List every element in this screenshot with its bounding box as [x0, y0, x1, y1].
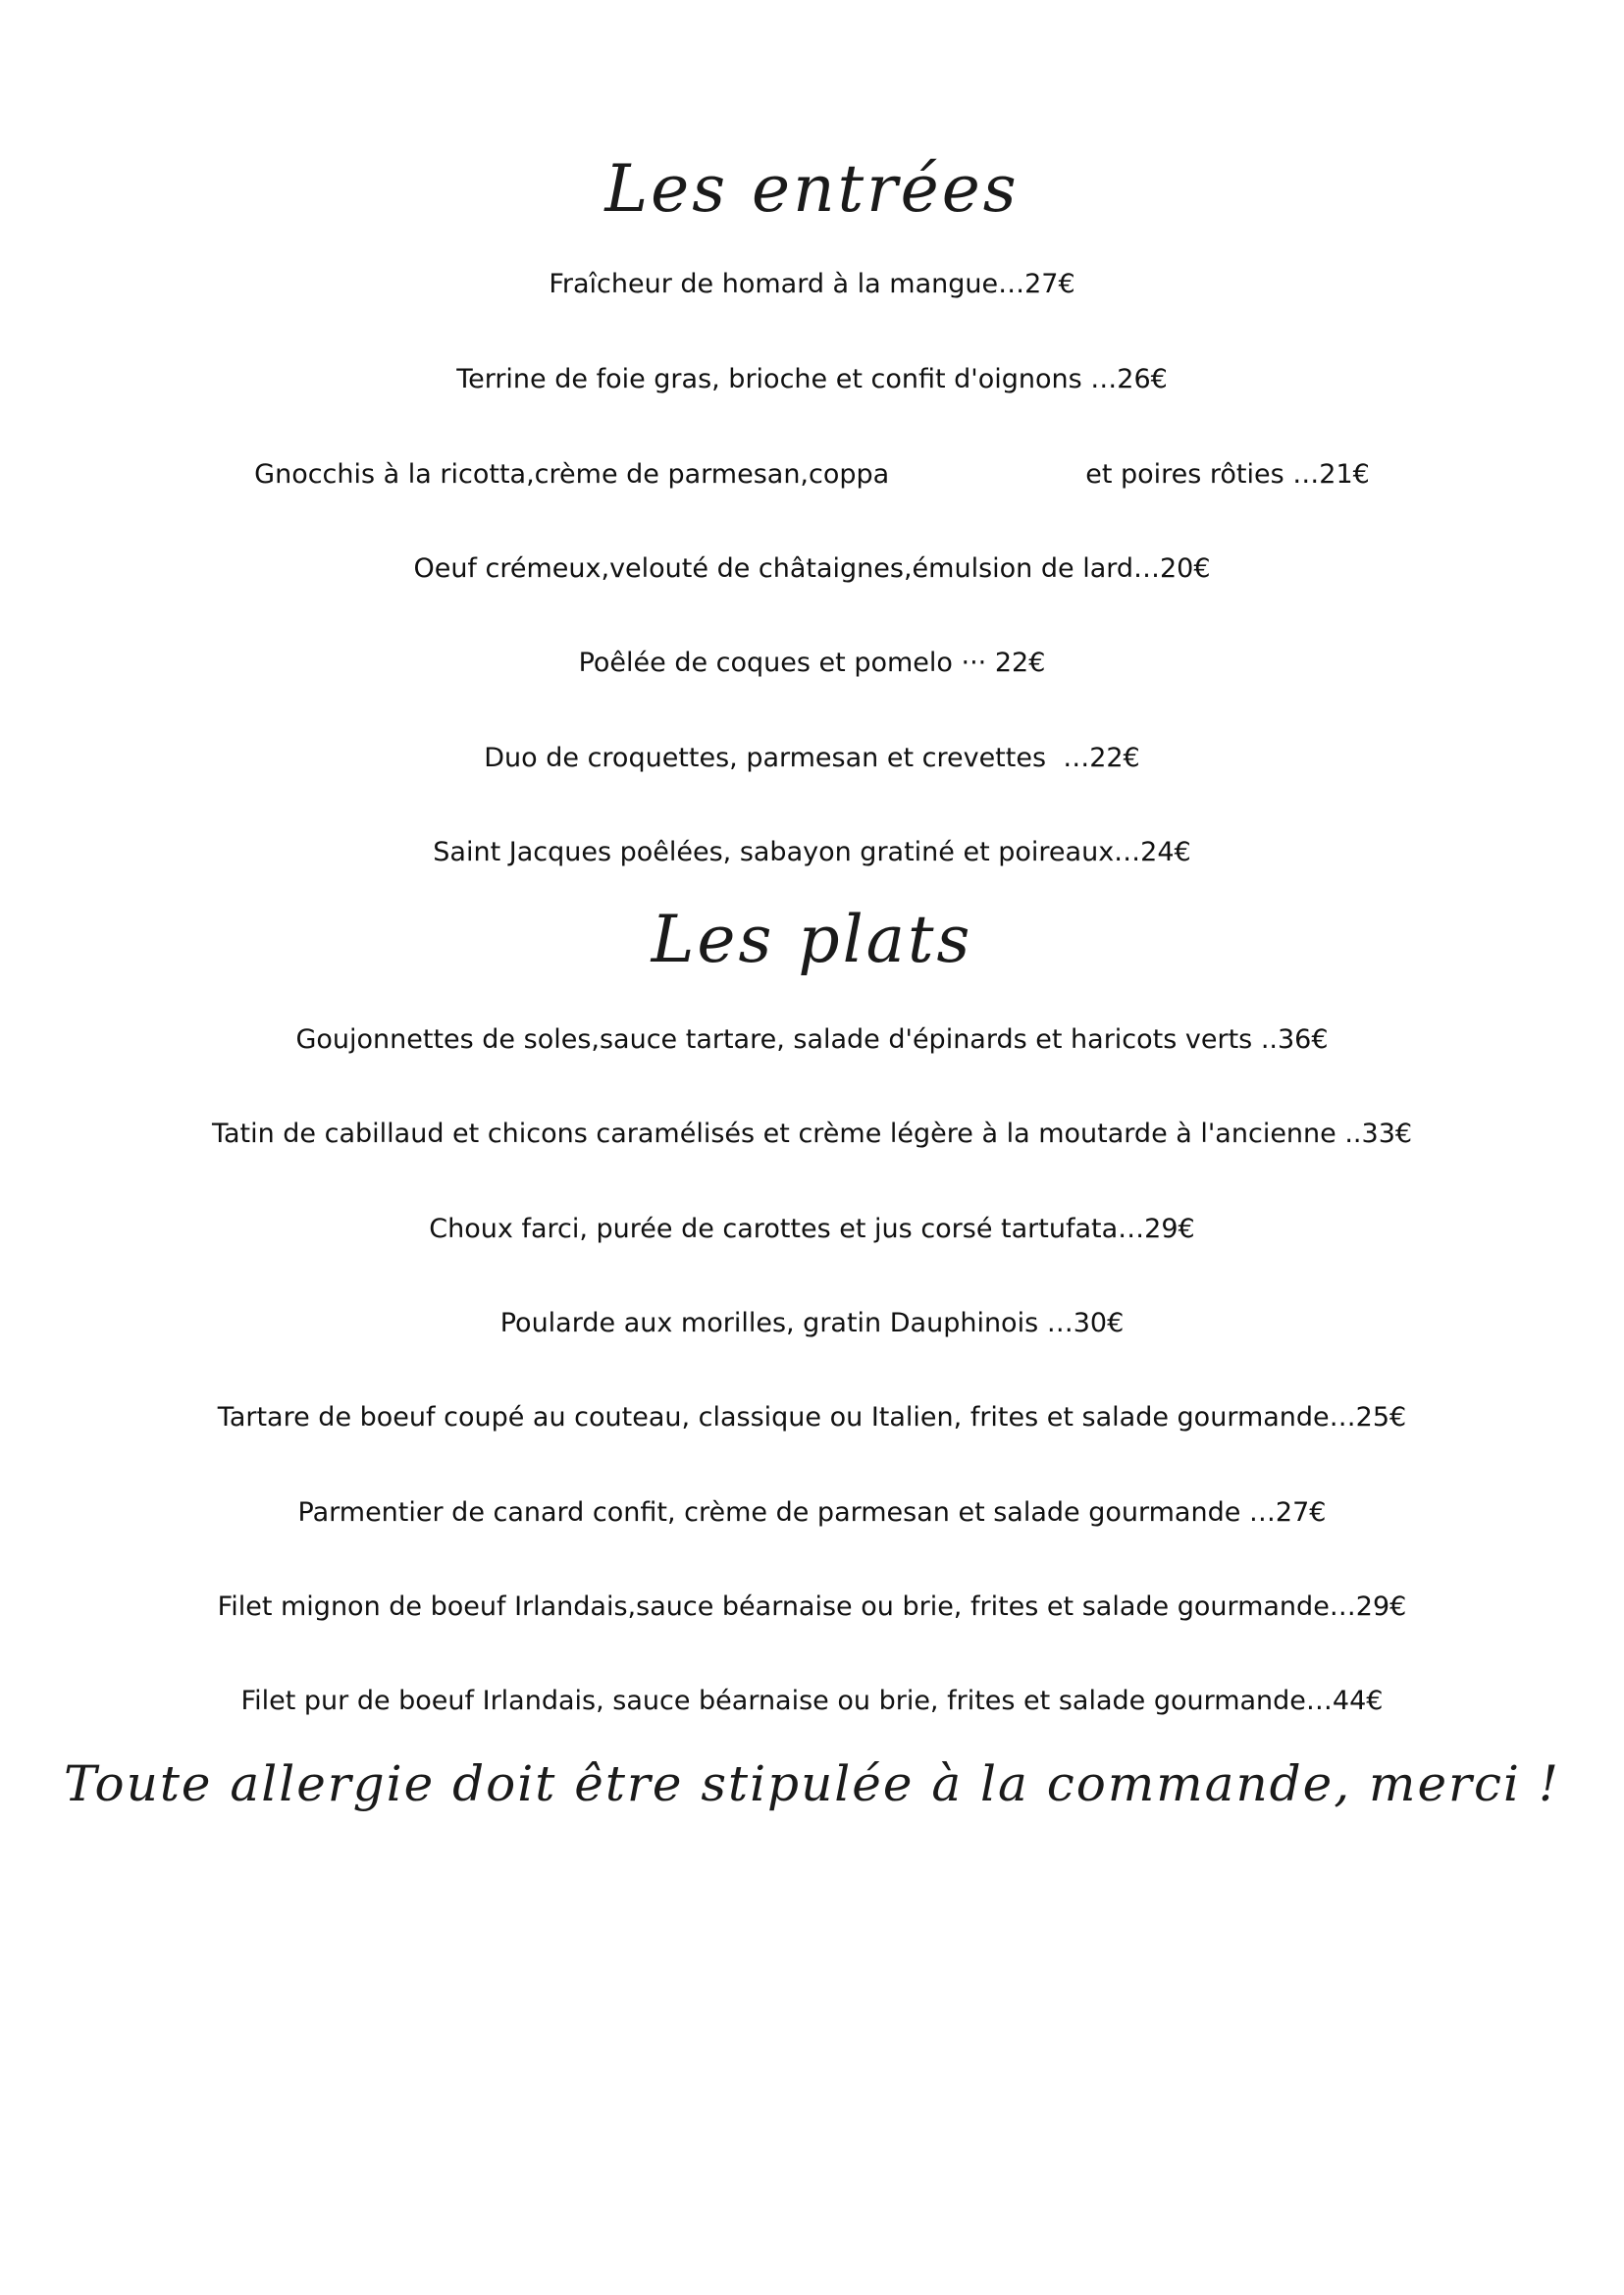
entree-item-croquettes: Duo de croquettes, parmesan et crevettes …22€ — [484, 743, 1140, 773]
entree-item-gnocchis — [0, 461, 1624, 488]
entrees-title: Les entrées — [604, 151, 1020, 227]
entree-item-coques: Poêlée de coques et pomelo ··· 22€ — [578, 648, 1046, 678]
entree-item-lobster: Fraîcheur de homard à la mangue…27€ — [549, 269, 1075, 299]
entree-item-gnocchis-left: Gnocchis à la ricotta,crème de parmesan,coppa — [254, 459, 890, 490]
allergy-note: Toute allergie doit être stipulée à la commande, merci ! — [64, 1755, 1560, 1812]
entree-item-foie-gras: Terrine de foie gras, brioche et confit d'oignons …26€ — [456, 364, 1168, 394]
entree-item-oeuf: Oeuf crémeux,velouté de châtaignes,émulsion de lard…20€ — [413, 553, 1211, 584]
entree-item-gnocchis-right: et poires rôties …21€ — [1085, 459, 1370, 490]
plat-item-filet-pur: Filet pur de boeuf Irlandais, sauce béarnaise ou brie, frites et salade gourmande…44€ — [240, 1686, 1384, 1716]
plat-item-poularde: Poularde aux morilles, gratin Dauphinois …30€ — [499, 1308, 1125, 1338]
plat-item-tartare: Tartare de boeuf coupé au couteau, classique ou Italien, frites et salade gourmande…25€ — [217, 1402, 1407, 1433]
plats-title: Les plats — [651, 902, 973, 977]
plat-item-tatin: Tatin de cabillaud et chicons caramélisés et crème légère à la moutarde à l'ancienne ..33€ — [211, 1119, 1413, 1149]
plat-item-goujonnettes: Goujonnettes de soles,sauce tartare, salade d'épinards et haricots verts ..36€ — [295, 1024, 1329, 1055]
plat-item-parmentier: Parmentier de canard confit, crème de parmesan et salade gourmande …27€ — [297, 1497, 1327, 1528]
plat-item-choux: Choux farci, purée de carottes et jus corsé tartufata…29€ — [429, 1214, 1195, 1244]
plat-item-filet-mignon: Filet mignon de boeuf Irlandais,sauce béarnaise ou brie, frites et salade gourmande…29€ — [217, 1591, 1407, 1622]
entree-item-saint-jacques: Saint Jacques poêlées, sabayon gratiné et poireaux…24€ — [433, 837, 1191, 867]
